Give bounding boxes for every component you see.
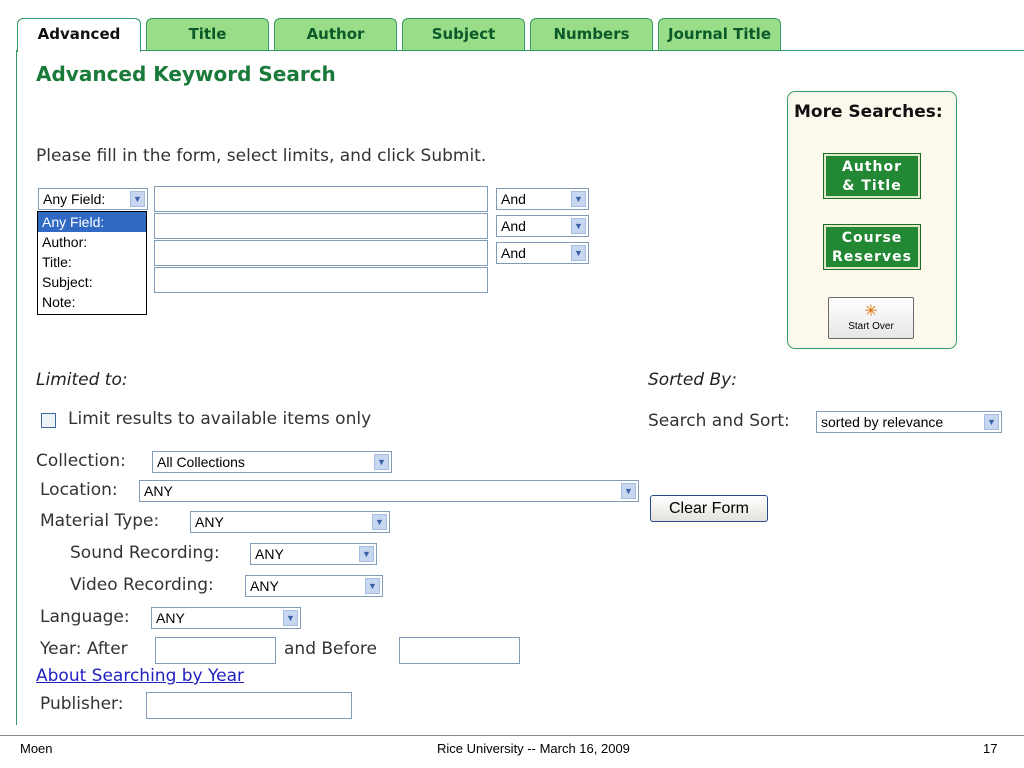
- tab-numbers[interactable]: Numbers: [530, 18, 653, 50]
- material-type-label: Material Type:: [40, 511, 160, 531]
- tab-subject[interactable]: Subject: [402, 18, 525, 50]
- sparkle-icon: ✳: [864, 301, 878, 320]
- sort-select[interactable]: [816, 411, 1002, 433]
- video-recording-label: Video Recording:: [70, 575, 214, 595]
- search-input-2[interactable]: [154, 213, 488, 239]
- course-reserves-line2: Reserves: [832, 249, 912, 265]
- collection-value: All Collections: [157, 454, 245, 470]
- field-select-1[interactable]: [38, 188, 148, 210]
- course-reserves-button[interactable]: [824, 225, 920, 269]
- location-select[interactable]: [139, 480, 639, 502]
- boolean-select-1[interactable]: [496, 188, 589, 210]
- footer-author: Moen: [20, 741, 53, 756]
- chevron-down-icon: ▼: [374, 454, 389, 470]
- field-option-any[interactable]: Any Field:: [38, 212, 146, 232]
- language-select[interactable]: [151, 607, 301, 629]
- chevron-down-icon: ▼: [621, 483, 636, 499]
- collection-select[interactable]: [152, 451, 392, 473]
- limited-to-heading: Limited to:: [36, 370, 128, 390]
- search-sort-label: Search and Sort:: [648, 411, 790, 431]
- tab-author[interactable]: Author: [274, 18, 397, 50]
- start-over-label: Start Over: [848, 321, 894, 332]
- material-type-select[interactable]: [190, 511, 390, 533]
- year-after-label: Year: After: [40, 639, 128, 659]
- field-option-note[interactable]: Note:: [42, 294, 76, 310]
- boolean-select-3[interactable]: [496, 242, 589, 264]
- location-value: ANY: [144, 483, 173, 499]
- boolean-select-value: And: [501, 245, 526, 261]
- more-searches-heading: More Searches:: [794, 102, 943, 122]
- footer-title: Rice University -- March 16, 2009: [437, 741, 630, 756]
- chevron-down-icon: ▼: [571, 218, 586, 234]
- language-value: ANY: [156, 610, 185, 626]
- year-after-input[interactable]: [155, 637, 276, 664]
- video-recording-value: ANY: [250, 578, 279, 594]
- search-input-3[interactable]: [154, 240, 488, 266]
- sound-recording-label: Sound Recording:: [70, 543, 220, 563]
- chevron-down-icon: ▼: [372, 514, 387, 530]
- tab-underline: [16, 50, 1024, 51]
- field-option-subject[interactable]: Subject:: [42, 274, 93, 290]
- boolean-select-2[interactable]: [496, 215, 589, 237]
- author-title-line1: Author: [842, 159, 902, 175]
- video-recording-select[interactable]: [245, 575, 383, 597]
- author-title-button[interactable]: [824, 154, 920, 198]
- chevron-down-icon: ▼: [571, 191, 586, 207]
- available-only-checkbox[interactable]: [41, 413, 56, 428]
- sort-value: sorted by relevance: [821, 414, 944, 430]
- field-dropdown-list[interactable]: [37, 211, 147, 315]
- chevron-down-icon: ▼: [365, 578, 380, 594]
- chevron-down-icon: ▼: [283, 610, 298, 626]
- field-option-title[interactable]: Title:: [42, 254, 72, 270]
- tab-journal-title[interactable]: Journal Title: [658, 18, 781, 50]
- sorted-by-heading: Sorted By:: [648, 370, 737, 390]
- search-input-1[interactable]: [154, 186, 488, 212]
- sound-recording-value: ANY: [255, 546, 284, 562]
- clear-form-button[interactable]: Clear Form: [650, 495, 768, 522]
- collection-label: Collection:: [36, 451, 126, 471]
- boolean-select-value: And: [501, 218, 526, 234]
- more-searches-panel: [787, 91, 957, 349]
- about-year-link[interactable]: About Searching by Year: [36, 666, 245, 686]
- author-title-line2: & Title: [842, 178, 902, 194]
- available-only-label: Limit results to available items only: [68, 409, 372, 429]
- page-title: Advanced Keyword Search: [36, 62, 336, 86]
- publisher-input[interactable]: [146, 692, 352, 719]
- start-over-button[interactable]: [828, 297, 914, 339]
- year-before-label: and Before: [284, 639, 377, 659]
- language-label: Language:: [40, 607, 130, 627]
- location-label: Location:: [40, 480, 118, 500]
- material-type-value: ANY: [195, 514, 224, 530]
- intro-text: Please fill in the form, select limits, and click Submit.: [36, 146, 487, 166]
- year-before-input[interactable]: [399, 637, 520, 664]
- tab-title[interactable]: Title: [146, 18, 269, 50]
- publisher-label: Publisher:: [40, 694, 124, 714]
- footer-divider: [0, 735, 1024, 736]
- footer-page-number: 17: [983, 741, 998, 756]
- course-reserves-line1: Course: [841, 230, 903, 246]
- boolean-select-value: And: [501, 191, 526, 207]
- tab-advanced[interactable]: Advanced: [17, 18, 141, 52]
- field-select-value: Any Field:: [43, 191, 106, 207]
- chevron-down-icon: ▼: [984, 414, 999, 430]
- search-input-4[interactable]: [154, 267, 488, 293]
- chevron-down-icon: ▼: [130, 191, 145, 207]
- chevron-down-icon: ▼: [359, 546, 374, 562]
- sound-recording-select[interactable]: [250, 543, 377, 565]
- chevron-down-icon: ▼: [571, 245, 586, 261]
- left-border: [16, 50, 17, 725]
- field-option-author[interactable]: Author:: [42, 234, 88, 250]
